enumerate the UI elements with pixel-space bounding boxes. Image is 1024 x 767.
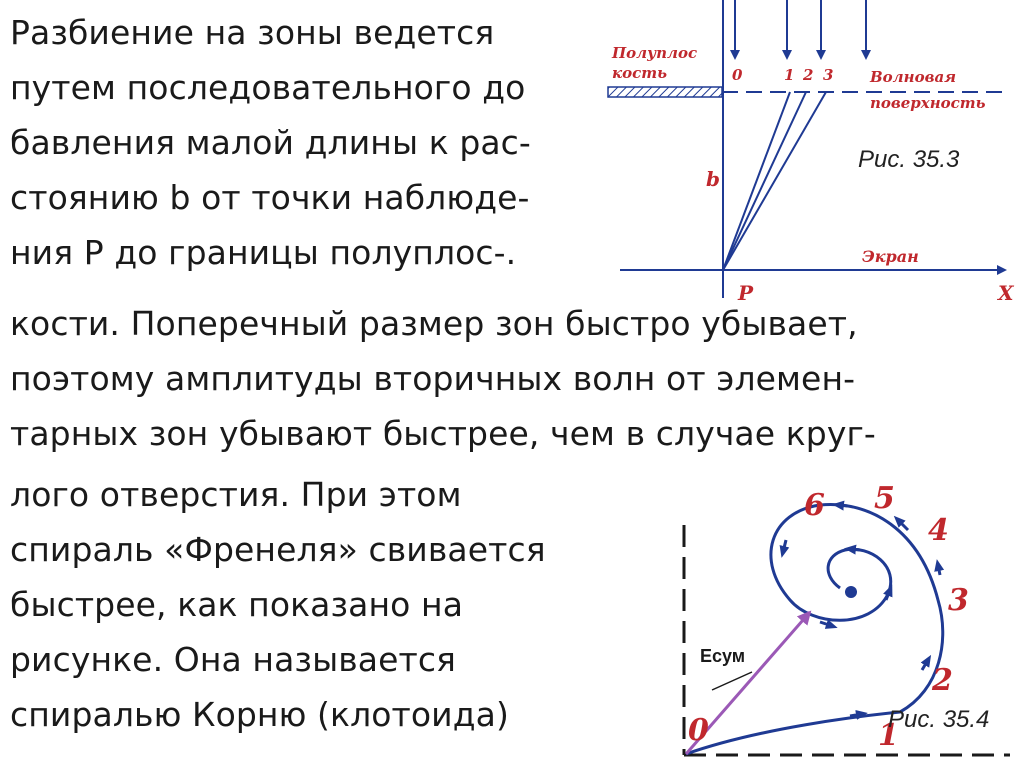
spiral-arrow bbox=[938, 565, 940, 575]
wave-label-1: Волновая bbox=[870, 68, 957, 86]
wave-label-2: поверхность bbox=[870, 94, 986, 112]
spiral-number-4: 4 bbox=[928, 513, 949, 548]
p-label: P bbox=[738, 281, 754, 305]
text-line: спираль «Френеля» свивается bbox=[10, 530, 546, 569]
text-line: путем последовательного до bbox=[10, 68, 526, 107]
spiral-arrow bbox=[783, 540, 786, 552]
text-line: спиралью Корню (клотоида) bbox=[10, 695, 509, 734]
spiral-arrow bbox=[820, 622, 832, 626]
spiral-arrow bbox=[886, 590, 890, 600]
zone-label-3: 3 bbox=[823, 66, 834, 84]
spiral-number-1: 1 bbox=[878, 718, 899, 753]
text-line: Разбиение на зоны ведется bbox=[10, 13, 495, 52]
text-line: бавления малой длины к рас- bbox=[10, 123, 531, 162]
spiral-arrow bbox=[922, 660, 928, 670]
text-line: быстрее, как показано на bbox=[10, 585, 464, 624]
screen-label: Экран bbox=[862, 247, 919, 266]
spiral-arrow bbox=[850, 549, 860, 550]
halfplane-label-1: Полуплос bbox=[612, 44, 698, 62]
spiral-number-6: 6 bbox=[804, 488, 825, 523]
spiral-number-0: 0 bbox=[688, 713, 709, 748]
spiral-number-5: 5 bbox=[874, 481, 895, 516]
spiral-number-3: 3 bbox=[948, 583, 969, 618]
zone-label-2: 2 bbox=[803, 66, 814, 84]
text-line: стоянию b от точки наблюде- bbox=[10, 178, 530, 217]
spiral-number-2: 2 bbox=[932, 663, 953, 698]
text-line: поэтому амплитуды вторичных волн от элемен- bbox=[10, 359, 856, 398]
vector-label: Eсум bbox=[700, 646, 746, 666]
b-label: b bbox=[706, 167, 720, 191]
x-label: X bbox=[998, 281, 1014, 305]
spiral-arrow bbox=[898, 520, 908, 530]
zone-label-0: 0 bbox=[732, 66, 743, 84]
text-line: рисунке. Она называется bbox=[10, 640, 457, 679]
zone-label-1: 1 bbox=[784, 66, 795, 84]
halfplane-label-2: кость bbox=[612, 64, 668, 82]
spiral-center-dot bbox=[845, 586, 857, 598]
text-line: лого отверстия. При этом bbox=[10, 475, 462, 514]
figure-caption-35-4: Рис. 35.4 bbox=[888, 706, 990, 733]
text-line: кости. Поперечный размер зон быстро убывает, bbox=[10, 304, 858, 343]
text-line: тарных зон убывают быстрее, чем в случае круг- bbox=[10, 414, 876, 453]
figure-caption-35-3: Рис. 35.3 bbox=[858, 146, 960, 173]
spiral-arrow bbox=[838, 505, 848, 506]
text-line: ния Р до границы полуплос-. bbox=[10, 233, 517, 272]
spiral-arrow bbox=[850, 714, 862, 716]
